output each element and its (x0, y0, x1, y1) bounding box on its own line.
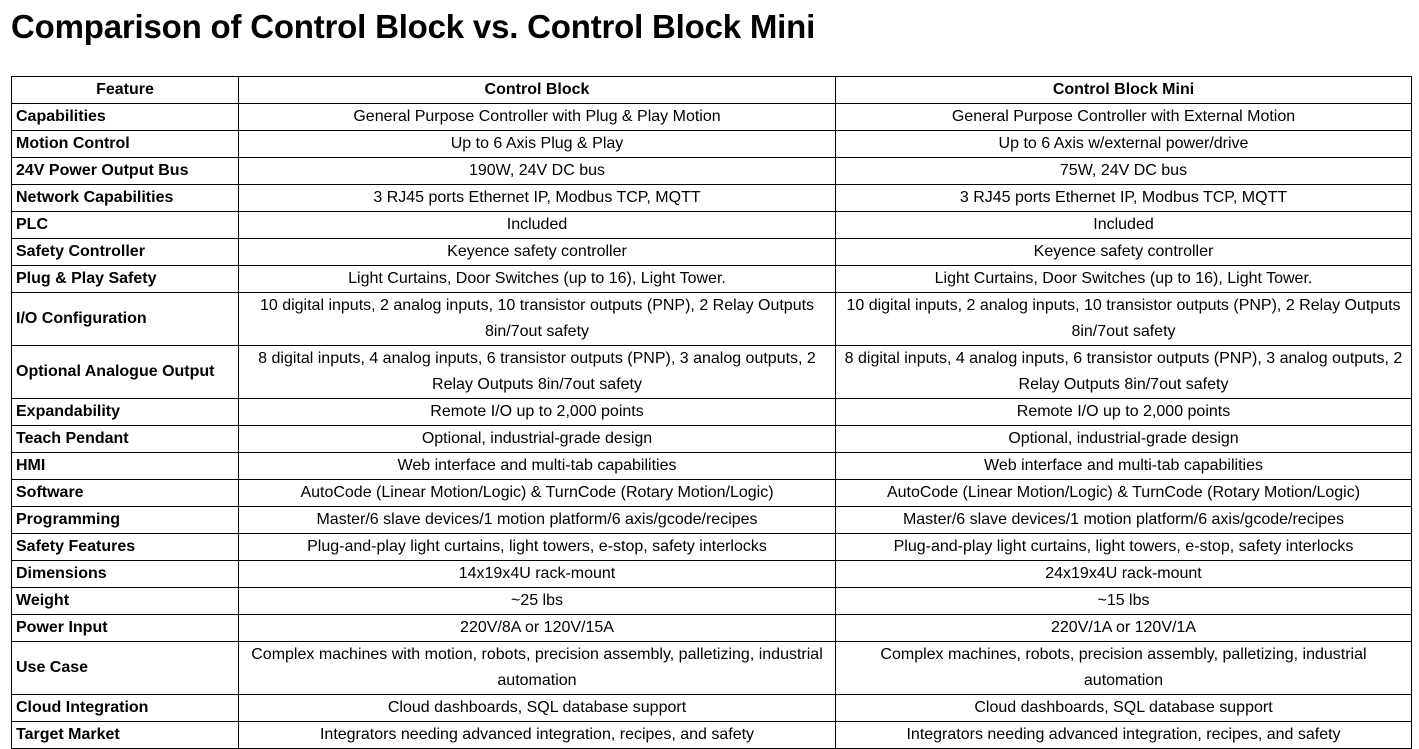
feature-cell: Power Input (12, 615, 239, 642)
table-row (12, 722, 1412, 749)
control-block-mini-cell: Cloud dashboards, SQL database support (836, 695, 1412, 722)
table-row (12, 453, 1412, 480)
table-row (12, 239, 1412, 266)
table-row (12, 266, 1412, 293)
control-block-mini-cell: Integrators needing advanced integration, recipes, and safety (836, 722, 1412, 749)
control-block-mini-cell: Up to 6 Axis w/external power/drive (836, 131, 1412, 158)
table-row (12, 695, 1412, 722)
control-block-cell: Web interface and multi-tab capabilities (239, 453, 836, 480)
table-row (12, 346, 1412, 399)
control-block-mini-cell: Included (836, 212, 1412, 239)
control-block-cell: Cloud dashboards, SQL database support (239, 695, 836, 722)
comparison-table (11, 76, 1412, 749)
control-block-cell: AutoCode (Linear Motion/Logic) & TurnCode (Rotary Motion/Logic) (239, 480, 836, 507)
control-block-mini-cell: 220V/1A or 120V/1A (836, 615, 1412, 642)
control-block-mini-cell: Keyence safety controller (836, 239, 1412, 266)
control-block-mini-cell: 3 RJ45 ports Ethernet IP, Modbus TCP, MQTT (836, 185, 1412, 212)
control-block-mini-cell: 75W, 24V DC bus (836, 158, 1412, 185)
table-row (12, 588, 1412, 615)
control-block-cell: Optional, industrial-grade design (239, 426, 836, 453)
control-block-mini-cell: General Purpose Controller with External Motion (836, 104, 1412, 131)
feature-cell: Teach Pendant (12, 426, 239, 453)
control-block-mini-cell: Master/6 slave devices/1 motion platform/6 axis/gcode/recipes (836, 507, 1412, 534)
feature-cell: Cloud Integration (12, 695, 239, 722)
table-row (12, 131, 1412, 158)
feature-cell: Expandability (12, 399, 239, 426)
feature-cell: Network Capabilities (12, 185, 239, 212)
control-block-cell: 14x19x4U rack-mount (239, 561, 836, 588)
control-block-mini-cell: 10 digital inputs, 2 analog inputs, 10 transistor outputs (PNP), 2 Relay Outputs 8in/7out safety (836, 293, 1412, 346)
control-block-mini-cell: Web interface and multi-tab capabilities (836, 453, 1412, 480)
table-header-row (12, 77, 1412, 104)
feature-cell: Optional Analogue Output (12, 346, 239, 399)
feature-cell: Safety Features (12, 534, 239, 561)
feature-cell: I/O Configuration (12, 293, 239, 346)
control-block-mini-cell: Optional, industrial-grade design (836, 426, 1412, 453)
control-block-cell: 10 digital inputs, 2 analog inputs, 10 transistor outputs (PNP), 2 Relay Outputs 8in/7out safety (239, 293, 836, 346)
table-row (12, 212, 1412, 239)
control-block-cell: General Purpose Controller with Plug & Play Motion (239, 104, 836, 131)
feature-cell: Software (12, 480, 239, 507)
table-row (12, 426, 1412, 453)
feature-cell: Weight (12, 588, 239, 615)
control-block-cell: Remote I/O up to 2,000 points (239, 399, 836, 426)
table-row (12, 104, 1412, 131)
control-block-cell: ~25 lbs (239, 588, 836, 615)
control-block-cell: Light Curtains, Door Switches (up to 16), Light Tower. (239, 266, 836, 293)
feature-cell: Target Market (12, 722, 239, 749)
control-block-mini-cell: Remote I/O up to 2,000 points (836, 399, 1412, 426)
feature-cell: 24V Power Output Bus (12, 158, 239, 185)
feature-cell: Dimensions (12, 561, 239, 588)
feature-cell: Safety Controller (12, 239, 239, 266)
page-title: Comparison of Control Block vs. Control Block Mini (11, 8, 816, 45)
table-row (12, 561, 1412, 588)
feature-cell: Programming (12, 507, 239, 534)
header-control-block: Control Block (239, 77, 836, 104)
control-block-cell: 8 digital inputs, 4 analog inputs, 6 transistor outputs (PNP), 3 analog outputs, 2 Relay Outputs 8in/7out safety (239, 346, 836, 399)
table-row (12, 399, 1412, 426)
table-row (12, 158, 1412, 185)
table-row (12, 480, 1412, 507)
control-block-cell: Complex machines with motion, robots, precision assembly, palletizing, industrial automation (239, 642, 836, 695)
control-block-mini-cell: ~15 lbs (836, 588, 1412, 615)
control-block-mini-cell: 8 digital inputs, 4 analog inputs, 6 transistor outputs (PNP), 3 analog outputs, 2 Relay Outputs 8in/7out safety (836, 346, 1412, 399)
control-block-cell: Integrators needing advanced integration, recipes, and safety (239, 722, 836, 749)
control-block-mini-cell: AutoCode (Linear Motion/Logic) & TurnCode (Rotary Motion/Logic) (836, 480, 1412, 507)
header-feature: Feature (12, 77, 239, 104)
feature-cell: Use Case (12, 642, 239, 695)
control-block-cell: Keyence safety controller (239, 239, 836, 266)
feature-cell: Capabilities (12, 104, 239, 131)
table-row (12, 507, 1412, 534)
feature-cell: Motion Control (12, 131, 239, 158)
control-block-mini-cell: Plug-and-play light curtains, light towers, e-stop, safety interlocks (836, 534, 1412, 561)
feature-cell: PLC (12, 212, 239, 239)
table-row (12, 185, 1412, 212)
control-block-cell: 220V/8A or 120V/15A (239, 615, 836, 642)
control-block-cell: Master/6 slave devices/1 motion platform/6 axis/gcode/recipes (239, 507, 836, 534)
feature-cell: HMI (12, 453, 239, 480)
control-block-mini-cell: 24x19x4U rack-mount (836, 561, 1412, 588)
control-block-cell: 190W, 24V DC bus (239, 158, 836, 185)
control-block-mini-cell: Light Curtains, Door Switches (up to 16), Light Tower. (836, 266, 1412, 293)
control-block-cell: 3 RJ45 ports Ethernet IP, Modbus TCP, MQTT (239, 185, 836, 212)
table-row (12, 615, 1412, 642)
control-block-mini-cell: Complex machines, robots, precision assembly, palletizing, industrial automation (836, 642, 1412, 695)
table-row (12, 642, 1412, 695)
control-block-cell: Included (239, 212, 836, 239)
control-block-cell: Up to 6 Axis Plug & Play (239, 131, 836, 158)
feature-cell: Plug & Play Safety (12, 266, 239, 293)
table-row (12, 293, 1412, 346)
header-control-block-mini: Control Block Mini (836, 77, 1412, 104)
control-block-cell: Plug-and-play light curtains, light towers, e-stop, safety interlocks (239, 534, 836, 561)
table-row (12, 534, 1412, 561)
